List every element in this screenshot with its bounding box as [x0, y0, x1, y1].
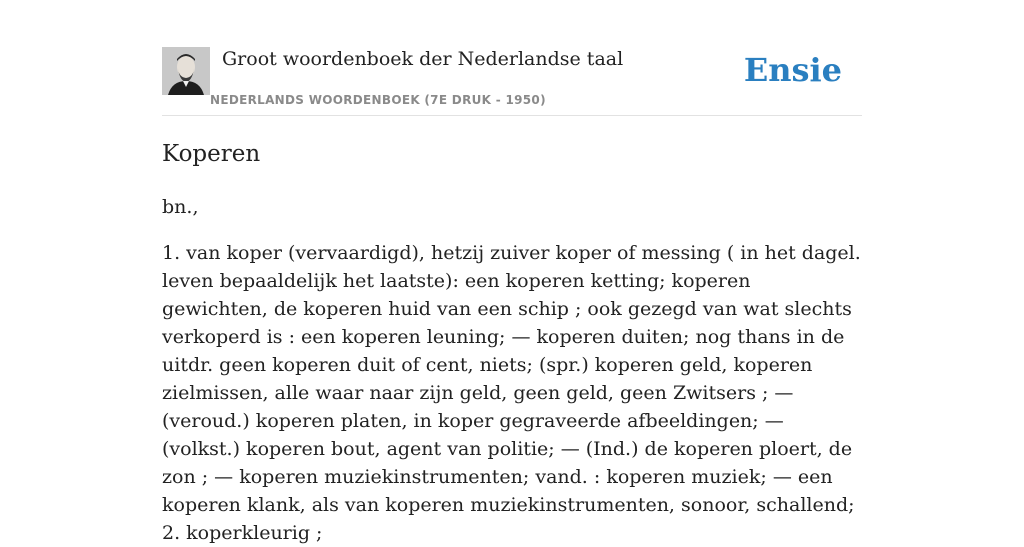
- author-portrait: [162, 47, 210, 95]
- part-of-speech: bn.,: [162, 196, 199, 218]
- source-subtitle[interactable]: NEDERLANDS WOORDENBOEK (7E DRUK - 1950): [210, 93, 546, 107]
- ensie-logo-link[interactable]: Ensie: [743, 51, 842, 89]
- source-header: [162, 0, 862, 116]
- entry-headword: Koperen: [162, 141, 261, 167]
- page-container: [162, 0, 862, 544]
- portrait-image: [162, 47, 210, 95]
- source-title[interactable]: Groot woordenboek der Nederlandse taal: [222, 48, 624, 70]
- sense-1: 1. van koper (vervaardigd), hetzij zuiver koper of messing ( in het dagel. leven bepaaldelijk het laatste): een koperen ketting; koperen gewichten, de koperen huid van een schip ; ook gezegd van wat slechts verkoperd is : een koperen leuning; — koperen duiten; nog thans in de uitdr. geen koperen duit of cent, niets; (spr.) koperen geld, koperen zielmissen, alle waar naar zijn geld, geen geld, geen Zwitsers ; — (veroud.) koperen platen, in koper gegraveerde afbeeldingen; — (volkst.) koperen bout, agent van politie; — (Ind.) de koperen ploert, de zon ; — koperen muziekinstrumenten; vand. : koperen muziek; — een koperen klank, als van koperen muziekinstrumenten, sonoor, schallend;: [162, 242, 861, 516]
- entry-definition: [162, 239, 862, 547]
- sense-2: 2. koperkleurig ;: [162, 522, 323, 544]
